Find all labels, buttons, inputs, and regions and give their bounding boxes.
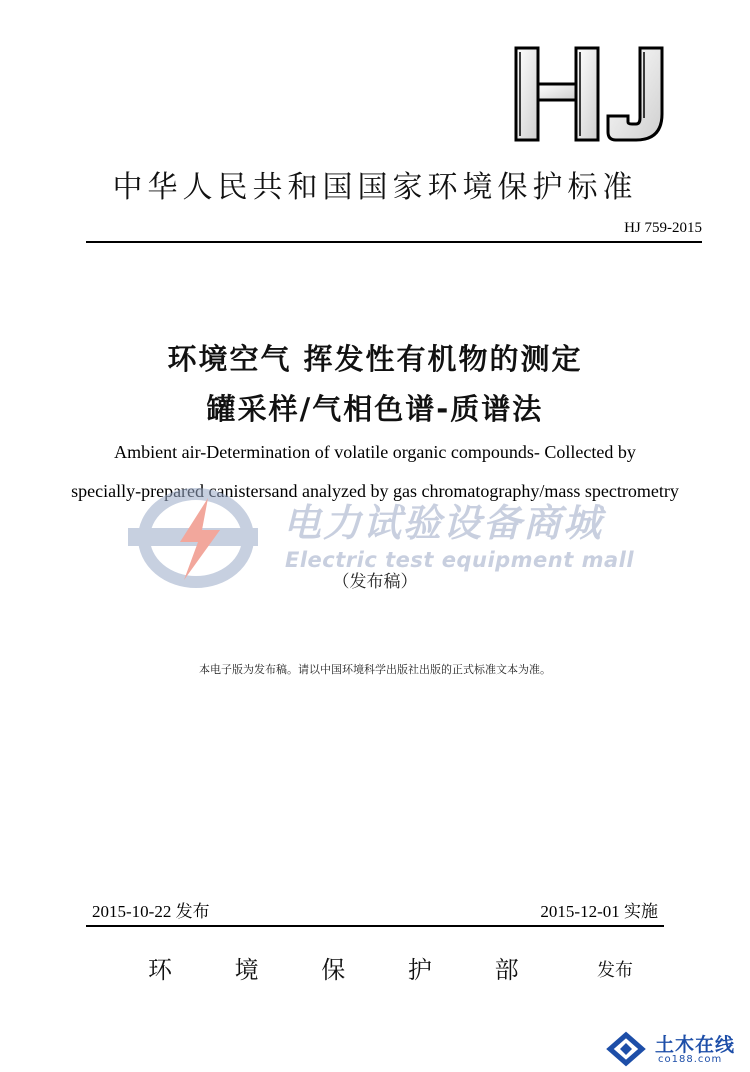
footer-divider — [86, 925, 664, 927]
ministry-char: 部 — [494, 956, 519, 984]
issuer-title: 中华人民共和国国家环境保护标准 — [112, 170, 638, 205]
issue-date: 2015-10-22 发布 — [92, 902, 210, 921]
hj-logo — [512, 44, 668, 144]
ministry-name — [148, 950, 574, 985]
co188-logo-text: 土木在线 — [655, 1034, 736, 1056]
ministry-char: 环 — [148, 956, 172, 984]
title-en-line2: specially-prepared canistersand analyzed by gas chromatography/mass spectrometry — [71, 481, 679, 501]
standard-code: HJ 759-2015 — [624, 220, 702, 236]
effective-date: 2015-12-01 实施 — [540, 902, 658, 921]
watermark-en-text: Electric test equipment mall — [285, 548, 635, 572]
title-cn-line2: 罐采样/气相色谱-质谱法 — [206, 392, 544, 426]
ministry-char: 保 — [321, 956, 346, 984]
ministry-char: 护 — [407, 956, 432, 984]
title-en-line1: Ambient air-Determination of volatile organic compounds- Collected by — [114, 442, 636, 462]
publish-label: 发布 — [597, 960, 633, 981]
watermark-cn-text: 电力试验设备商城 — [283, 501, 604, 545]
co188-logo-icon — [606, 1031, 650, 1067]
draft-label: （发布稿） — [332, 572, 418, 592]
ministry-char: 境 — [234, 956, 259, 984]
co188-logo-url: co188.com — [658, 1054, 723, 1065]
edition-notice: 本电子版为发布稿。请以中国环境科学出版社出版的正式标准文本为准。 — [199, 663, 551, 676]
title-cn-line1: 环境空气 挥发性有机物的测定 — [167, 342, 583, 376]
header-divider — [86, 241, 702, 243]
